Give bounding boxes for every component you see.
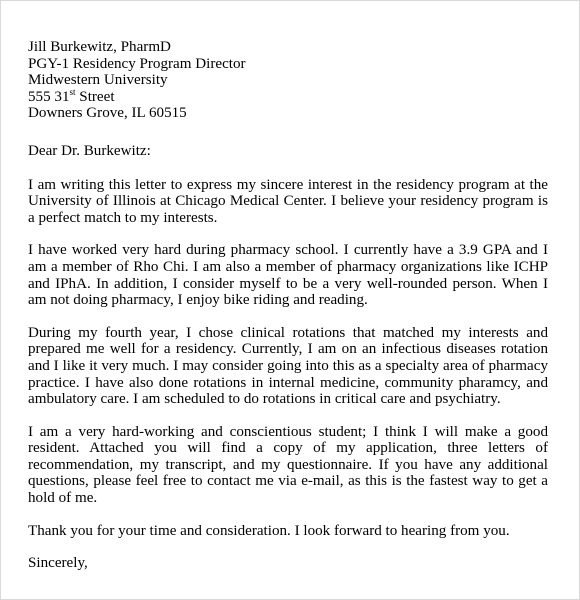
recipient-city-state-zip: Downers Grove, IL 60515 (28, 105, 187, 122)
body-paragraph-thanks: Thank you for your time and consideration. I look forward to hearing from you. (28, 522, 510, 539)
recipient-title: PGY-1 Residency Program Director (28, 55, 246, 72)
recipient-street (28, 86, 548, 106)
cover-letter (28, 39, 548, 572)
salutation: Dear Dr. Burkewitz: (28, 142, 151, 159)
recipient-name: Jill Burkewitz, PharmD (28, 39, 171, 55)
street-number: 555 31 (28, 88, 70, 105)
body-paragraph-attachments: I am a very hard-working and conscientious student; I think I will make a good resident. Attached you will find a copy of my application, three letters of recommendation, my transcript, and my questionnaire. If you have any additional questions, please feel free to contact me via e-mail, as this is the fastest way to get a hold of me. (28, 423, 548, 507)
closing: Sincerely, (28, 555, 88, 572)
street-name: Street (75, 88, 115, 105)
body-paragraph-rotations: During my fourth year, I chose clinical rotations that matched my interests and prepared me well for a residency. Currently, I am on an infectious diseases rotation and I like it very much. I may consider going into this as a specialty area of pharmacy practice. I have also done rotations in internal medicine, community pharamcy, and ambulatory care. I am scheduled to do rotations in critical care and psychiatry. (28, 324, 548, 408)
street-ordinal-suffix: st (69, 86, 76, 97)
body-paragraph-achievements: I have worked very hard during pharmacy school. I currently have a 3.9 GPA and I am a member of Rho Chi. I am also a member of pharmacy organizations like ICHP and IPhA. In addition, I consider myself to be a very well-rounded person. When I am not doing pharmacy, I enjoy bike riding and reading. (28, 242, 548, 309)
recipient-organization: Midwestern University (28, 72, 168, 89)
body-paragraph-interest: I am writing this letter to express my sincere interest in the residency program at the University of Illinois at Chicago Medical Center. I believe your residency program is a perfect match to my interests. (28, 176, 548, 226)
recipient-address-block (28, 39, 548, 122)
